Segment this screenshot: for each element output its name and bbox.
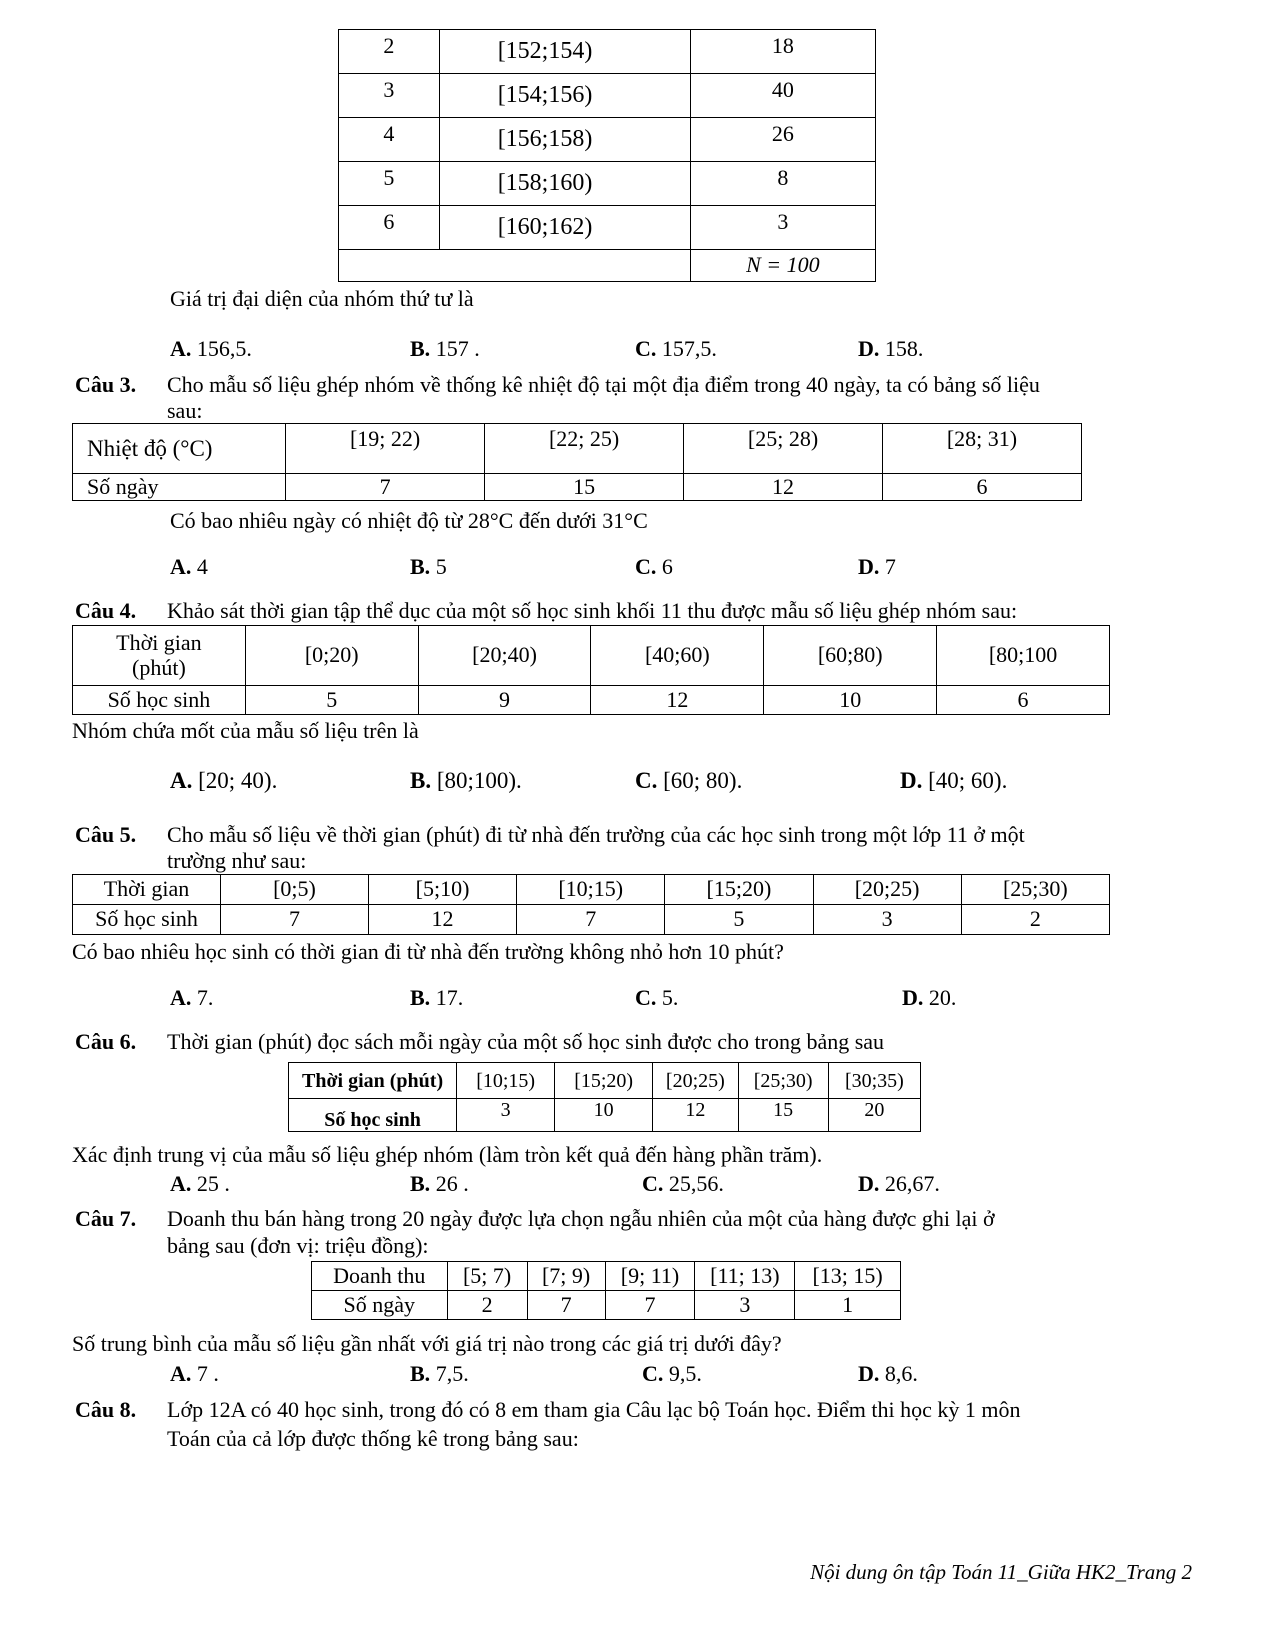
table-cell-empty (339, 250, 691, 282)
question-3-text: Cho mẫu số liệu ghép nhóm về thống kê nhiệt độ tại một địa điểm trong 40 ngày, ta có bảng số liệu (167, 372, 1040, 397)
question-4 (75, 598, 1185, 624)
q6-option-a[interactable]: A. 25 . (170, 1171, 230, 1196)
q3-col: [19; 22) (286, 424, 485, 474)
question-3-label: Câu 3. (75, 372, 137, 397)
q5-options (0, 985, 1275, 1011)
q2-options (0, 336, 1275, 362)
question-4-text: Khảo sát thời gian tập thể dục của một số học sinh khối 11 thu được mẫu số liệu ghép nhóm sau: (167, 598, 1018, 623)
table-cell: [158;160) (439, 162, 690, 206)
question-6-label: Câu 6. (75, 1029, 137, 1054)
question-3 (75, 372, 1185, 398)
q6-col: [25;30) (738, 1063, 828, 1099)
question-3-text-cont: sau: (167, 398, 203, 423)
table-cell: 6 (339, 206, 440, 250)
q4-col: [40;60) (591, 626, 764, 686)
q4-option-a[interactable]: A. [20; 40). (170, 768, 278, 793)
q3-value: 7 (286, 474, 485, 501)
question-5-label: Câu 5. (75, 822, 137, 847)
q5-value: 12 (369, 905, 517, 935)
table-total: N = 100 (690, 250, 875, 282)
q7-col: [9; 11) (605, 1262, 695, 1291)
q5-option-c[interactable]: C. 5. (635, 985, 679, 1010)
q7-col: [13; 15) (795, 1262, 901, 1291)
q5-value: 7 (221, 905, 369, 935)
q5-option-d[interactable]: D. 20. (902, 985, 957, 1010)
question-8-text-cont: Toán của cả lớp được thống kê trong bảng sau: (167, 1426, 579, 1451)
q3-col: [22; 25) (485, 424, 684, 474)
table-cell: 8 (690, 162, 875, 206)
q2-option-c[interactable]: C. 157,5. (635, 336, 717, 361)
q4-option-d[interactable]: D. [40; 60). (900, 768, 1008, 793)
q7-col: [7; 9) (527, 1262, 605, 1291)
q2-prompt: Giá trị đại diện của nhóm thứ tư là (170, 286, 474, 311)
q2-option-a[interactable]: A. 156,5. (170, 336, 252, 361)
q7-value: 1 (795, 1291, 901, 1320)
q4-value: 10 (764, 686, 937, 715)
q2-option-d[interactable]: D. 158. (858, 336, 924, 361)
q6-col: [10;15) (457, 1063, 555, 1099)
table-cell: [154;156) (439, 74, 690, 118)
q6-col: [15;20) (555, 1063, 653, 1099)
q5-value: 2 (961, 905, 1109, 935)
q2-option-b[interactable]: B. 157 . (410, 336, 480, 361)
q5-value: 3 (813, 905, 961, 935)
q6-option-d[interactable]: D. 26,67. (858, 1171, 940, 1196)
q4-option-c[interactable]: C. [60; 80). (635, 768, 743, 793)
table-cell: [156;158) (439, 118, 690, 162)
q5-col: [20;25) (813, 875, 961, 905)
table-q2 (338, 29, 876, 282)
q4-col: [0;20) (245, 626, 418, 686)
q6-options (0, 1171, 1275, 1197)
q5-row-label: Số học sinh (73, 905, 221, 935)
q6-value: 15 (738, 1099, 828, 1132)
q7-value: 7 (527, 1291, 605, 1320)
table-cell: 26 (690, 118, 875, 162)
table-row-total (339, 250, 876, 282)
q3-option-c[interactable]: C. 6 (635, 554, 673, 579)
q5-col: [10;15) (517, 875, 665, 905)
q7-option-c[interactable]: C. 9,5. (642, 1361, 702, 1386)
table-cell: [160;162) (439, 206, 690, 250)
question-8-label: Câu 8. (75, 1397, 137, 1422)
table-row (339, 74, 876, 118)
table-cell: 4 (339, 118, 440, 162)
question-8-text: Lớp 12A có 40 học sinh, trong đó có 8 em tham gia Câu lạc bộ Toán học. Điểm thi học kỳ 1 môn (167, 1397, 1021, 1422)
q7-col: [5; 7) (447, 1262, 527, 1291)
q4-value: 9 (418, 686, 591, 715)
q3-head: Nhiệt độ (°C) (73, 424, 286, 474)
q6-value: 10 (555, 1099, 653, 1132)
question-5-text-cont: trường như sau: (167, 848, 307, 873)
q6-prompt: Xác định trung vị của mẫu số liệu ghép nhóm (làm tròn kết quả đến hàng phần trăm). (72, 1142, 823, 1167)
table-cell: 5 (339, 162, 440, 206)
q4-option-b[interactable]: B. [80;100). (410, 768, 522, 793)
table-row (339, 162, 876, 206)
table-q3 (72, 423, 1082, 501)
question-7-text: Doanh thu bán hàng trong 20 ngày được lựa chọn ngẫu nhiên của một của hàng được ghi lại ở (167, 1206, 995, 1231)
q3-value: 12 (684, 474, 883, 501)
q6-value: 20 (828, 1099, 920, 1132)
q5-prompt: Có bao nhiêu học sinh có thời gian đi từ nhà đến trường không nhỏ hơn 10 phút? (72, 939, 784, 964)
q3-row-label: Số ngày (73, 474, 286, 501)
q4-options (0, 768, 1275, 794)
question-7-text-cont: bảng sau (đơn vị: triệu đồng): (167, 1233, 429, 1258)
table-cell: 2 (339, 30, 440, 74)
q4-value: 5 (245, 686, 418, 715)
q4-row-label: Số học sinh (73, 686, 246, 715)
q7-value: 2 (447, 1291, 527, 1320)
q6-value: 12 (653, 1099, 738, 1132)
q3-options (0, 554, 1275, 580)
table-row (339, 206, 876, 250)
q7-option-b[interactable]: B. 7,5. (410, 1361, 469, 1386)
q5-head: Thời gian (73, 875, 221, 905)
q4-prompt: Nhóm chứa mốt của mẫu số liệu trên là (72, 718, 419, 743)
q5-option-a[interactable]: A. 7. (170, 985, 214, 1010)
q5-col: [5;10) (369, 875, 517, 905)
q5-value: 5 (665, 905, 813, 935)
question-5-text: Cho mẫu số liệu về thời gian (phút) đi từ nhà đến trường của các học sinh trong một lớp 11 ở một (167, 822, 1025, 847)
table-cell: 40 (690, 74, 875, 118)
q3-option-a[interactable]: A. 4 (170, 554, 208, 579)
q3-prompt: Có bao nhiêu ngày có nhiệt độ từ 28°C đến dưới 31°C (170, 508, 648, 533)
q3-value: 15 (485, 474, 684, 501)
q3-col: [28; 31) (883, 424, 1082, 474)
page-footer: Nội dung ôn tập Toán 11_Giữa HK2_Trang 2 (810, 1560, 1192, 1584)
question-8 (75, 1397, 1185, 1423)
q5-value: 7 (517, 905, 665, 935)
q7-value: 3 (695, 1291, 795, 1320)
q7-col: [11; 13) (695, 1262, 795, 1291)
question-7 (75, 1206, 1185, 1232)
q6-value: 3 (457, 1099, 555, 1132)
q4-value: 6 (937, 686, 1110, 715)
q5-col: [0;5) (221, 875, 369, 905)
q7-options (0, 1361, 1275, 1387)
q3-option-b[interactable]: B. 5 (410, 554, 447, 579)
q7-value: 7 (605, 1291, 695, 1320)
q6-col: [20;25) (653, 1063, 738, 1099)
q5-col: [25;30) (961, 875, 1109, 905)
table-q6 (288, 1062, 921, 1132)
q4-head: Thời gian (phút) (73, 626, 246, 686)
q6-head: Thời gian (phút) (289, 1063, 457, 1099)
table-cell: 3 (339, 74, 440, 118)
table-q4 (72, 625, 1110, 715)
q4-value: 12 (591, 686, 764, 715)
table-row (339, 118, 876, 162)
q7-head: Doanh thu (312, 1262, 448, 1291)
table-cell: 3 (690, 206, 875, 250)
table-cell: 18 (690, 30, 875, 74)
q3-option-d[interactable]: D. 7 (858, 554, 896, 579)
q7-prompt: Số trung bình của mẫu số liệu gần nhất với giá trị nào trong các giá trị dưới đây? (72, 1331, 782, 1356)
table-cell: [152;154) (439, 30, 690, 74)
q4-col: [20;40) (418, 626, 591, 686)
question-5 (75, 822, 1185, 848)
q4-col: [80;100 (937, 626, 1110, 686)
q3-col: [25; 28) (684, 424, 883, 474)
q7-row-label: Số ngày (312, 1291, 448, 1320)
q5-col: [15;20) (665, 875, 813, 905)
question-7-label: Câu 7. (75, 1206, 137, 1231)
q6-row-label: Số học sinh (289, 1099, 457, 1132)
table-row (339, 30, 876, 74)
question-4-label: Câu 4. (75, 598, 137, 623)
q6-option-c[interactable]: C. 25,56. (642, 1171, 724, 1196)
q3-value: 6 (883, 474, 1082, 501)
q7-option-a[interactable]: A. 7 . (170, 1361, 219, 1386)
question-6-text: Thời gian (phút) đọc sách mỗi ngày của một số học sinh được cho trong bảng sau (167, 1029, 885, 1054)
table-q7 (311, 1261, 901, 1320)
question-6 (75, 1029, 1185, 1055)
q7-option-d[interactable]: D. 8,6. (858, 1361, 918, 1386)
table-q5 (72, 874, 1110, 935)
q5-option-b[interactable]: B. 17. (410, 985, 464, 1010)
q4-col: [60;80) (764, 626, 937, 686)
q6-col: [30;35) (828, 1063, 920, 1099)
q6-option-b[interactable]: B. 26 . (410, 1171, 469, 1196)
